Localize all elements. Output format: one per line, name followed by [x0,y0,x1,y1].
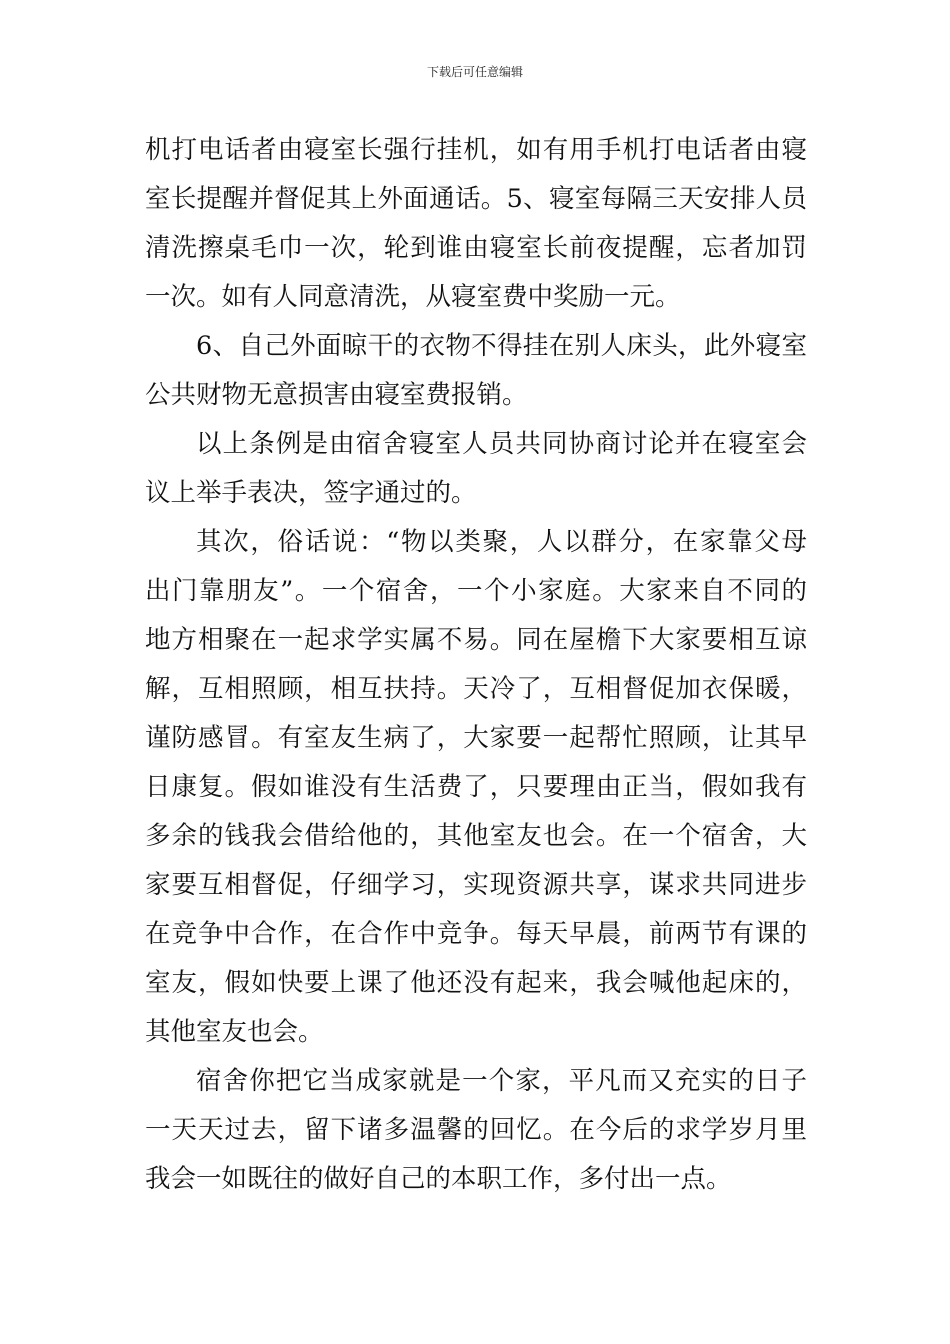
text-line: 议上举手表决，签字通过的。 [145,478,477,508]
text-line: 6、自己外面晾干的衣物不得挂在别人床头，此外寝室 [196,331,807,361]
text-line: 宿舍你把它当成家就是一个家，平凡而又充实的日子 [196,1066,807,1096]
text-line: 多余的钱我会借给他的，其他室友也会。在一个宿舍，大 [145,821,807,851]
text-line: 我会一如既往的做好自己的本职工作，多付出一点。 [145,1164,732,1194]
text-line: 机打电话者由寝室长强行挂机，如有用手机打电话者由寝 [145,135,807,165]
text-line: 日康复。假如谁没有生活费了，只要理由正当，假如我有 [145,772,807,802]
text-line: 室友，假如快要上课了他还没有起来，我会喊他起床的， [145,968,807,998]
text-line: 公共财物无意损害由寝室费报销。 [145,380,528,410]
text-line: 地方相聚在一起求学实属不易。同在屋檐下大家要相互谅 [145,625,807,655]
text-line: 出门靠朋友”。一个宿舍，一个小家庭。大家来自不同的 [145,576,807,606]
text-line: 室长提醒并督促其上外面通话。5、寝室每隔三天安排人员 [145,184,807,214]
text-line: 其次，俗话说：“物以类聚，人以群分，在家靠父母 [196,527,807,557]
text-line: 家要互相督促，仔细学习，实现资源共享，谋求共同进步 [145,870,807,900]
text-line: 谨防感冒。有室友生病了，大家要一起帮忙照顾，让其早 [145,723,807,753]
text-line: 在竞争中合作，在合作中竞争。每天早晨，前两节有课的 [145,919,807,949]
text-line: 一天天过去，留下诸多温馨的回忆。在今后的求学岁月里 [145,1115,807,1145]
document-body [145,126,807,1204]
text-line: 一次。如有人同意清洗，从寝室费中奖励一元。 [145,282,681,312]
text-line: 清洗擦桌毛巾一次，轮到谁由寝室长前夜提醒，忘者加罚 [145,233,807,263]
text-line: 其他室友也会。 [145,1017,324,1047]
text-line: 以上条例是由宿舍寝室人员共同协商讨论并在寝室会 [196,429,807,459]
page-header-note: 下载后可任意编辑 [426,65,523,79]
text-line: 解，互相照顾，相互扶持。天冷了，互相督促加衣保暖， [145,674,807,704]
